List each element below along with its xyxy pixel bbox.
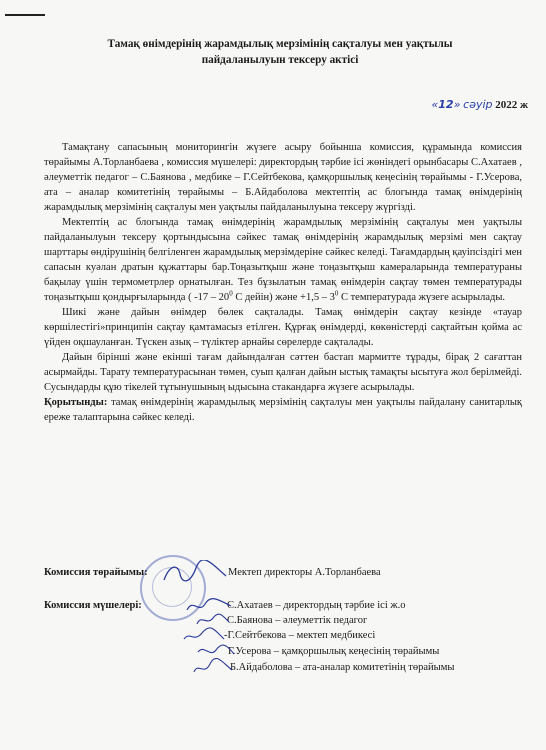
document-body [44, 140, 522, 425]
date-month: сәуір [463, 98, 493, 111]
member-3: -Г.Сейтбекова – мектеп медбикесі [224, 630, 376, 641]
paragraph-conclusion: Қорытынды: тамақ өнімдерінің жарамдылық мерзімінің сақталуы мен уақтылы пайдалану санитарлық ереже талаптарына сәйкес келеді. [44, 397, 522, 423]
conclusion-label: Қорытынды: [44, 397, 108, 408]
chair-row [44, 565, 148, 580]
document-title: Тамақ өнімдерінің жарамдылық мерзімінің сақталуы мен уақтылы пайдаланылуын тексеру актісі [107, 38, 453, 66]
paragraph-storage: Шикі және дайын өнімдер бөлек сақталады. Тамақ өнімдерін сақтау кезінде «тауар көршілестігі»принципін сақтау қамтамасыз етілген. Құрғақ өнімдерді, көкөністерді сақтайтын қойма ас үйден оқшауланған. Түскен азық – түліктер арнайы сөрелерде сақталады. [44, 307, 522, 348]
member-5: Б.Айдаболова – ата-аналар комитетінің төрайымы [230, 662, 455, 673]
chair-label: Комиссия төрайымы: [44, 567, 148, 578]
signature-2 [195, 612, 231, 628]
date-year: 2022 ж [495, 99, 528, 111]
member-2: С.Баянова – әлеуметтік педагог [227, 615, 368, 626]
document-date: «12» сәуір 2022 ж [431, 98, 528, 111]
chair-value: Мектеп директоры А.Торланбаева [228, 567, 381, 578]
member-1: С.Ахатаев – директордың тәрбие ісі ж.о [227, 600, 406, 611]
paragraph-commission: Тамақтану сапасының мониторингін жүзеге асыру бойынша комиссия, құрамында комиссия төрайымы А.Торланбаева , комиссия мүшелері: директордың тәрбие ісі жөніндегі орынбасары С.Ахатаев , әлеуметтік педагог – С.Баянова , медбике – Г.Сейтбекова, қамқоршылық кеңесінің төрайымы - Г.Усерова, ата – аналар комитетінің төрайымы – Б.Айдаболова мектептің ас блогында тамақ өнімдерінің жарамдылық мерзімінің сақталуы мен уақтылы пайдаланылуына тексеру жүргізді. [44, 142, 522, 213]
date-day: 12 [438, 98, 454, 111]
members-label-row [44, 598, 142, 613]
signature-5 [192, 658, 234, 678]
paragraph-serving: Дайын бірінші және екінші тағам дайындалған сәттен бастап мармитте тұрады, бірақ 2 сағаттан асырмайды. Тарату температурасынан төмен, суып қалған дайын ыстық тамақты ысытуға жол берілмейді. Сусындарды құю тікелей тұтынушының ыдысына стакандарға жүзеге асырылады. [44, 352, 522, 393]
member-4: Г.Усерова – қамқоршылық кеңесінің төрайымы [228, 646, 440, 657]
chair-signature [160, 560, 230, 588]
corner-mark [5, 14, 45, 16]
paragraph-inspection: Мектептің ас блогында тамақ өнімдерінің жарамдылық мерзімінің сақталуы мен уақтылы пайдаланылуын тексеру қортындысына сәйкес тамақ өнімдерінің жарамдылық мерзімі мен сақтау шарттары өндірушінің белгіленген жарамдылық мерзімдеріне сәйкес келеді. Тағамдардың қауіпсіздігі мен сапасын куәлан дратын құжаттары бар.Тоңазытқыш және тоңазытқыш камераларында температураны бақылау үшін термометрлер орнатылған. Тез бұзылатын тамақ өнімдерін сақтау төмен температурады тоңазытқыш қондырғыларында ( $-17 - 20^0$ С дейін) және $+1,5 - 3^0$ С температурада жүзеге асырылады. [44, 217, 522, 303]
members-label: Комиссия мүшелері: [44, 600, 142, 611]
